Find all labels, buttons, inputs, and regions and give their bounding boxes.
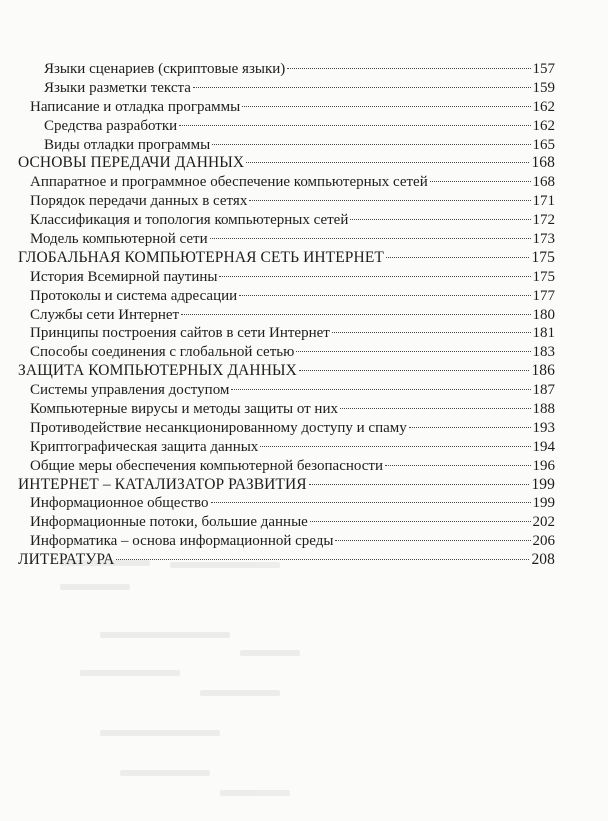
toc-chapter [18, 476, 555, 495]
dot-leader [210, 238, 531, 239]
toc-entry-title: Общие меры обеспечения компьютерной безопасности [30, 457, 383, 474]
toc-entry [18, 287, 555, 306]
dot-leader [211, 502, 531, 503]
dot-leader [332, 332, 531, 333]
toc-entry-title: Принципы построения сайтов в сети Интернет [30, 325, 330, 342]
toc-entry-page-number: 188 [532, 401, 555, 418]
show-through-text [40, 540, 560, 820]
toc-entry-title: Криптографическая защита данных [30, 438, 259, 455]
dot-leader [239, 295, 530, 296]
toc-entry-title: Виды отладки программы [44, 136, 211, 153]
toc-entry [18, 381, 555, 400]
toc-entry-page-number: 171 [532, 193, 555, 210]
toc-entry [18, 532, 555, 551]
toc-entry-title: ЗАЩИТА КОМПЬЮТЕРНЫХ ДАННЫХ [18, 362, 297, 380]
toc-entry-page-number: 183 [532, 344, 555, 361]
dot-leader [116, 559, 529, 560]
dot-leader [249, 200, 530, 201]
toc-entry [18, 306, 555, 325]
toc-entry [18, 79, 555, 98]
dot-leader [193, 87, 531, 88]
toc-entry [18, 98, 555, 117]
toc-entry-page-number: 187 [532, 382, 555, 399]
toc-entry-page-number: 199 [531, 475, 555, 493]
toc-entry-page-number: 194 [532, 438, 555, 455]
dot-leader [219, 276, 530, 277]
toc-entry-title: Противодействие несанкционированному доступу и спаму [30, 419, 407, 436]
toc-entry [18, 343, 555, 362]
toc-entry-title: ОСНОВЫ ПЕРЕДАЧИ ДАННЫХ [18, 154, 245, 172]
toc-entry-title: Способы соединения с глобальной сетью [30, 344, 295, 361]
toc-entry [18, 173, 555, 192]
toc-entry [18, 494, 555, 513]
toc-entry-title: Протоколы и система адресации [30, 287, 238, 304]
toc-entry [18, 117, 555, 136]
toc-entry-page-number: 175 [532, 268, 555, 285]
toc-entry-page-number: 162 [532, 98, 555, 115]
toc-entry-title: Системы управления доступом [30, 382, 230, 399]
dot-leader [179, 125, 530, 126]
toc-entry-title: Информационные потоки, большие данные [30, 514, 308, 531]
toc-entry-title: Службы сети Интернет [30, 306, 180, 323]
dot-leader [231, 389, 530, 390]
dot-leader [296, 351, 530, 352]
dot-leader [287, 68, 530, 69]
toc-entry-title: ГЛОБАЛЬНАЯ КОМПЬЮТЕРНАЯ СЕТЬ ИНТЕРНЕТ [18, 248, 384, 266]
toc-entry-page-number: 157 [532, 61, 555, 77]
toc-entry [18, 60, 555, 79]
toc-entry-page-number: 196 [532, 457, 555, 474]
toc-entry [18, 438, 555, 457]
toc-entry-page-number: 202 [532, 514, 555, 531]
toc-entry-page-number: 181 [532, 325, 555, 342]
dot-leader [340, 408, 531, 409]
dot-leader [299, 370, 530, 371]
toc-entry-title: Написание и отладка программы [30, 98, 241, 115]
toc-entry [18, 192, 555, 211]
dot-leader [335, 540, 530, 541]
toc-entry-page-number: 165 [532, 136, 555, 153]
toc-entry-title: ИНТЕРНЕТ – КАТАЛИЗАТОР РАЗВИТИЯ [18, 475, 307, 493]
toc-entry-page-number: 208 [531, 551, 555, 569]
toc-entry-title: Языки разметки текста [44, 79, 191, 96]
toc-entry-page-number: 159 [532, 79, 555, 96]
table-of-contents [18, 60, 555, 570]
toc-entry [18, 419, 555, 438]
toc-entry-title: История Всемирной паутины [30, 268, 218, 285]
toc-entry-page-number: 175 [531, 248, 555, 266]
dot-leader [242, 106, 530, 107]
toc-entry [18, 513, 555, 532]
dot-leader [385, 465, 531, 466]
toc-entry [18, 457, 555, 476]
dot-leader [386, 257, 529, 258]
toc-entry-page-number: 186 [531, 362, 555, 380]
toc-entry [18, 211, 555, 230]
dot-leader [212, 144, 530, 145]
toc-entry-page-number: 180 [532, 306, 555, 323]
dot-leader [260, 446, 530, 447]
dot-leader [309, 484, 530, 485]
toc-entry [18, 136, 555, 155]
dot-leader [181, 314, 530, 315]
toc-entry-title: Средства разработки [44, 117, 178, 134]
toc-entry [18, 400, 555, 419]
dot-leader [246, 162, 529, 163]
toc-entry [18, 268, 555, 287]
toc-entry-page-number: 168 [532, 174, 555, 191]
toc-entry-title: Порядок передачи данных в сетях [30, 193, 248, 210]
toc-chapter [18, 551, 555, 570]
toc-entry-title: Информационное общество [30, 495, 209, 512]
toc-chapter [18, 362, 555, 381]
toc-entry-page-number: 193 [532, 419, 555, 436]
toc-entry-title: Информатика – основа информационной среды [30, 533, 334, 550]
toc-entry-page-number: 199 [532, 495, 555, 512]
toc-chapter [18, 249, 555, 268]
dot-leader [350, 219, 530, 220]
toc-entry [18, 324, 555, 343]
dot-leader [430, 181, 531, 182]
toc-entry-page-number: 206 [532, 533, 555, 550]
toc-entry-page-number: 173 [532, 231, 555, 248]
toc-entry-page-number: 162 [532, 117, 555, 134]
dot-leader [310, 521, 531, 522]
toc-entry-title: ЛИТЕРАТУРА [18, 551, 115, 569]
toc-entry-page-number: 168 [531, 154, 555, 172]
toc-entry-title: Компьютерные вирусы и методы защиты от них [30, 401, 338, 418]
toc-entry [18, 230, 555, 249]
toc-chapter [18, 154, 555, 173]
toc-entry-page-number: 172 [532, 212, 555, 229]
toc-entry-title: Языки сценариев (скриптовые языки) [44, 61, 286, 77]
toc-entry-title: Классификация и топология компьютерных сетей [30, 212, 349, 229]
toc-entry-page-number: 177 [532, 287, 555, 304]
toc-entry-title: Аппаратное и программное обеспечение компьютерных сетей [30, 174, 428, 191]
dot-leader [409, 427, 531, 428]
toc-entry-title: Модель компьютерной сети [30, 231, 208, 248]
